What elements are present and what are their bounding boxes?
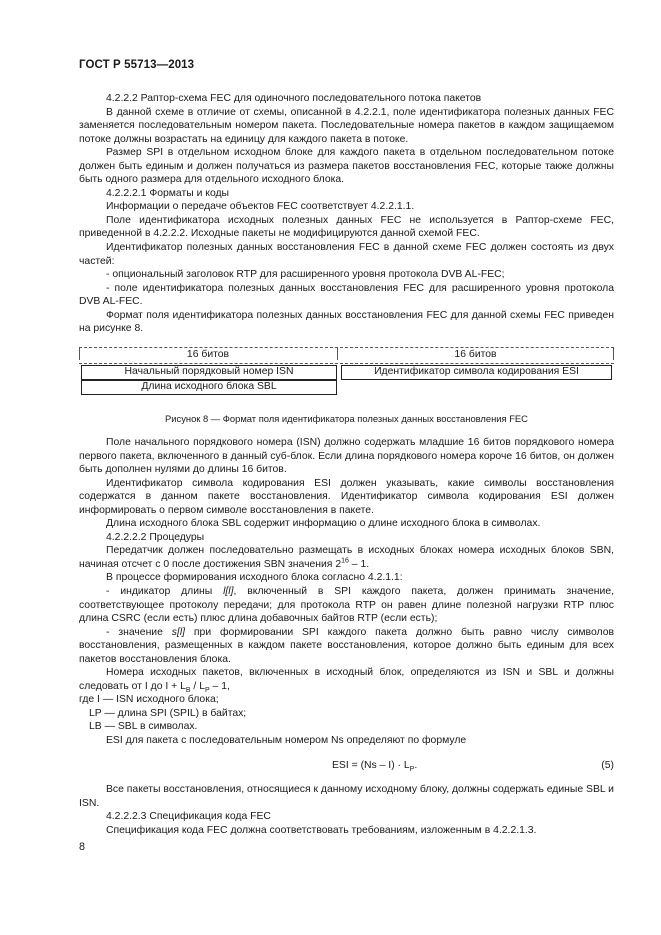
field-sbl: Длина исходного блока SBL [81, 380, 337, 395]
paragraph: Длина исходного блока SBL содержит информацию о длине исходного блока в символах. [106, 518, 541, 530]
bits-label-left: 16 битов [186, 349, 230, 360]
formula-5 [79, 759, 614, 773]
paragraph: Спецификация кода FEC должна соответствовать требованиям, изложенным в 4.2.2.1.3. [106, 824, 537, 836]
italic-var: l[l] [223, 586, 234, 598]
subscript: P [205, 686, 210, 694]
paragraph: - поле идентификатора полезных данных восстановления FEC для расширенного уровня протокола DVB AL-FEC. [79, 282, 614, 308]
paragraph: Идентификатор символа кодирования ESI должен указывать, какие символы восстановления содержатся в данном пакете восстановления. Идентификатор символа кодирования ESI должен информировать о первом символе восстановления в пакете. [79, 477, 614, 516]
paragraph: В данной схеме в отличие от схемы, описанной в 4.2.2.1, поле идентификатора полезных данных FEC заменяется последовательным номером пакета. Последовательные номера пакетов в каждом защищаемом потоке должны возрастать на единицу для каждого пакета в потоке. [79, 106, 614, 145]
bits-label-right: 16 битов [454, 349, 497, 360]
field-isn: Начальный порядковый номер ISN [81, 365, 337, 380]
field-esi: Идентификатор символа кодирования ESI [341, 365, 612, 380]
formula-text: ESI = (Ns – I) · L [332, 760, 410, 771]
text-run: - значение [106, 626, 172, 638]
text-run: при формировании SPI каждого пакета должно быть равно числу символов восстановления, размещенных в каждом пакете восстановления, которое должно быть единым для всех пакетов восстановления блока. [79, 626, 614, 665]
paragraph: В процессе формирования исходного блока согласно 4.2.1.1: [106, 572, 403, 584]
paragraph: Поле идентификатора исходных полезных данных FEC не используется в Раптор-схеме FEC, приведенной в 4.2.2.2. Исходные пакеты не модифицируются данной схемой FEC. [79, 214, 614, 240]
paragraph-sbn [79, 544, 614, 571]
text-run: , включенный в SPI каждого пакета, должен принимать значение, соответствующее протоколу передачи; для протокола RTP он равен длине полезной нагрузки RTP плюс длина CSRC (если есть) плюс длина добавочных байтов RTP (если есть); [79, 586, 614, 625]
body-middle [79, 436, 614, 748]
paragraph: Формат поля идентификатора полезных данных восстановления FEC для данной схемы FEC приведен на рисунке 8. [79, 309, 614, 335]
paragraph: Идентификатор полезных данных восстановления FEC в данной схеме FEC должен состоять из двух частей: [79, 242, 614, 267]
paragraph: Поле начального порядкового номера (ISN) должно содержать младшие 16 битов порядкового номера первого пакета, включенного в данный суб-блок. Если длина порядкового номера короче 16 битов, он должен быть дополнен нулями до длины 16 битов. [79, 437, 614, 476]
subscript: B [185, 686, 191, 694]
figure-diagram [79, 347, 614, 397]
paragraph: Информации о передаче объектов FEC соответствует 4.2.2.1.1. [106, 201, 415, 213]
figure-caption-wrap [79, 412, 614, 426]
where-line-1: где I — ISN исходного блока; [79, 694, 219, 706]
text-run: - индикатор длины [106, 586, 224, 598]
formula-expression [332, 759, 417, 773]
where-line-2: LP — длина SPI (SPIL) в байтах; [89, 707, 247, 719]
text-run: / L [190, 680, 205, 692]
bit-scale-bottom-line [79, 363, 614, 364]
figure-8 [79, 347, 614, 397]
sbn-text: Передатчик должен последовательно размещать в исходных блоках номера исходных блоков SBN, начиная отсчет с 0 после достижения SBN значения 2 [79, 545, 614, 570]
figure-caption: Рисунок 8 — Формат поля идентификатора полезных данных восстановления FEC [165, 413, 528, 424]
paragraph-length-indicator [79, 585, 614, 626]
formula-subscript: P [409, 766, 415, 774]
paragraph: - опциональный заголовок RTP для расширенного уровня протокола DVB AL-FEC; [106, 269, 505, 281]
where-line-3: LB — SBL в символах. [89, 721, 198, 733]
sbn-exponent: 16 [341, 557, 349, 565]
paragraph: ESI для пакета с последовательным номером Ns определяют по формуле [106, 735, 467, 747]
paragraph: 4.2.2.2.3 Спецификация кода FEC [106, 811, 271, 823]
paragraph: 4.2.2.2.2 Процедуры [106, 531, 205, 543]
paragraph: Все пакеты восстановления, относящиеся к данному исходному блоку, должны содержать единые SBL и ISN. [79, 784, 614, 809]
document-header: ГОСТ Р 55713—2013 [79, 59, 195, 71]
paragraph-packet-numbers [79, 666, 614, 693]
sbn-tail: – 1. [348, 558, 370, 570]
body-top [79, 92, 614, 336]
body-end [79, 783, 614, 837]
text-run: – 1, [209, 680, 230, 692]
formula-dot: . [414, 760, 418, 771]
paragraph-symbol-value [79, 626, 614, 667]
paragraph: 4.2.2.2 Раптор-схема FEC для одиночного последовательного потока пакетов [106, 93, 482, 104]
paragraph: Размер SPI в отдельном исходном блоке для каждого пакета в отдельном последовательном потоке должен быть единым и должен получаться из размера пакетов восстановления FEC, которые также должны быть одного размера для отдельного исходного блока. [79, 147, 614, 186]
formula-line [79, 759, 614, 773]
text-run: Номера исходных пакетов, включенных в исходный блок, определяются из ISN и SBL и должны следовать от I до I + L [79, 667, 614, 692]
paragraph: 4.2.2.2.1 Форматы и коды [106, 187, 230, 199]
page-number: 8 [79, 841, 86, 853]
italic-var: s[l] [171, 626, 186, 638]
formula-number: (5) [601, 760, 614, 771]
